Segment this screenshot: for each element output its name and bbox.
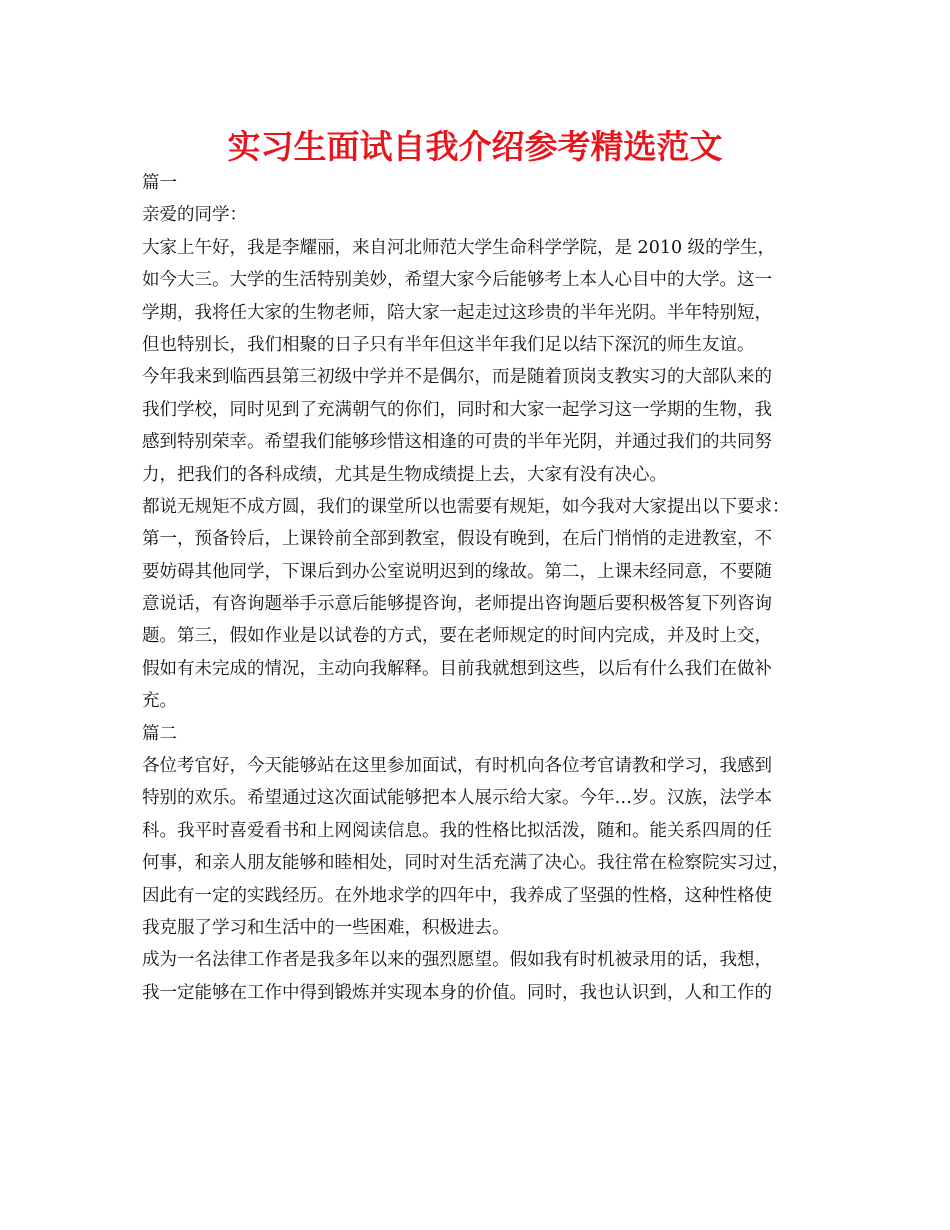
text-line: 我一定能够在工作中得到锻炼并实现本身的价值。同时，我也认识到，人和工作的 bbox=[142, 982, 772, 1003]
text-line: 特别的欢乐。希望通过这次面试能够把本人展示给大家。今年…岁。汉族，法学本 bbox=[142, 788, 772, 809]
text-line: 我们学校，同时见到了充满朝气的你们，同时和大家一起学习这一学期的生物，我 bbox=[142, 399, 772, 420]
text-line: 第一，预备铃后，上课铃前全部到教室，假设有晚到，在后门悄悄的走进教室，不 bbox=[142, 529, 772, 550]
text-line: 成为一名法律工作者是我多年以来的强烈愿望。假如我有时机被录用的话，我想， bbox=[142, 950, 772, 971]
text-line: 要妨碍其他同学，下课后到办公室说明迟到的缘故。第二，上课未经同意，不要随 bbox=[142, 561, 772, 582]
text-line: 力，把我们的各科成绩，尤其是生物成绩提上去，大家有没有决心。 bbox=[142, 464, 667, 485]
text-line: 大家上午好，我是李耀丽，来自河北师范大学生命科学学院，是 2010 级的学生， bbox=[142, 237, 776, 258]
text-line: 各位考官好，今天能够站在这里参加面试，有时机向各位考官请教和学习，我感到 bbox=[142, 756, 772, 777]
text-line: 学期，我将任大家的生物老师，陪大家一起走过这珍贵的半年光阴。半年特别短， bbox=[142, 302, 772, 323]
text-line: 感到特别荣幸。希望我们能够珍惜这相逢的可贵的半年光阴，并通过我们的共同努 bbox=[142, 432, 772, 453]
document-body bbox=[142, 167, 818, 1009]
text-line: 但也特别长，我们相聚的日子只有半年但这半年我们足以结下深沉的师生友谊。 bbox=[142, 334, 755, 355]
text-line: 何事，和亲人朋友能够和睦相处，同时对生活充满了决心。我往常在检察院实习过， bbox=[142, 853, 790, 874]
text-line: 题。第三，假如作业是以试卷的方式，要在老师规定的时间内完成，并及时上交， bbox=[142, 626, 772, 647]
text-line: 都说无规矩不成方圆，我们的课堂所以也需要有规矩，如今我对大家提出以下要求： bbox=[142, 496, 790, 517]
text-line: 如今大三。大学的生活特别美妙，希望大家今后能够考上本人心目中的大学。这一 bbox=[142, 270, 772, 291]
text-line: 意说话，有咨询题举手示意后能够提咨询，老师提出咨询题后要积极答复下列咨询 bbox=[142, 594, 772, 615]
text-line: 今年我来到临西县第三初级中学并不是偶尔，而是随着顶岗支教实习的大部队来的 bbox=[142, 367, 772, 388]
text-line: 亲爱的同学： bbox=[142, 205, 247, 226]
text-line: 假如有未完成的情况，主动向我解释。目前我就想到这些，以后有什么我们在做补 bbox=[142, 658, 772, 679]
document-title: 实习生面试自我介绍参考精选范文 bbox=[227, 127, 723, 166]
text-line: 因此有一定的实践经历。在外地求学的四年中，我养成了坚强的性格，这种性格使 bbox=[142, 885, 772, 906]
text-line: 篇二 bbox=[142, 723, 177, 744]
text-line: 充。 bbox=[142, 691, 177, 712]
text-line: 我克服了学习和生活中的一些困难，积极进去。 bbox=[142, 917, 510, 938]
text-line: 科。我平时喜爱看书和上网阅读信息。我的性格比拟活泼，随和。能关系四周的任 bbox=[142, 820, 772, 841]
text-line: 篇一 bbox=[142, 173, 177, 193]
